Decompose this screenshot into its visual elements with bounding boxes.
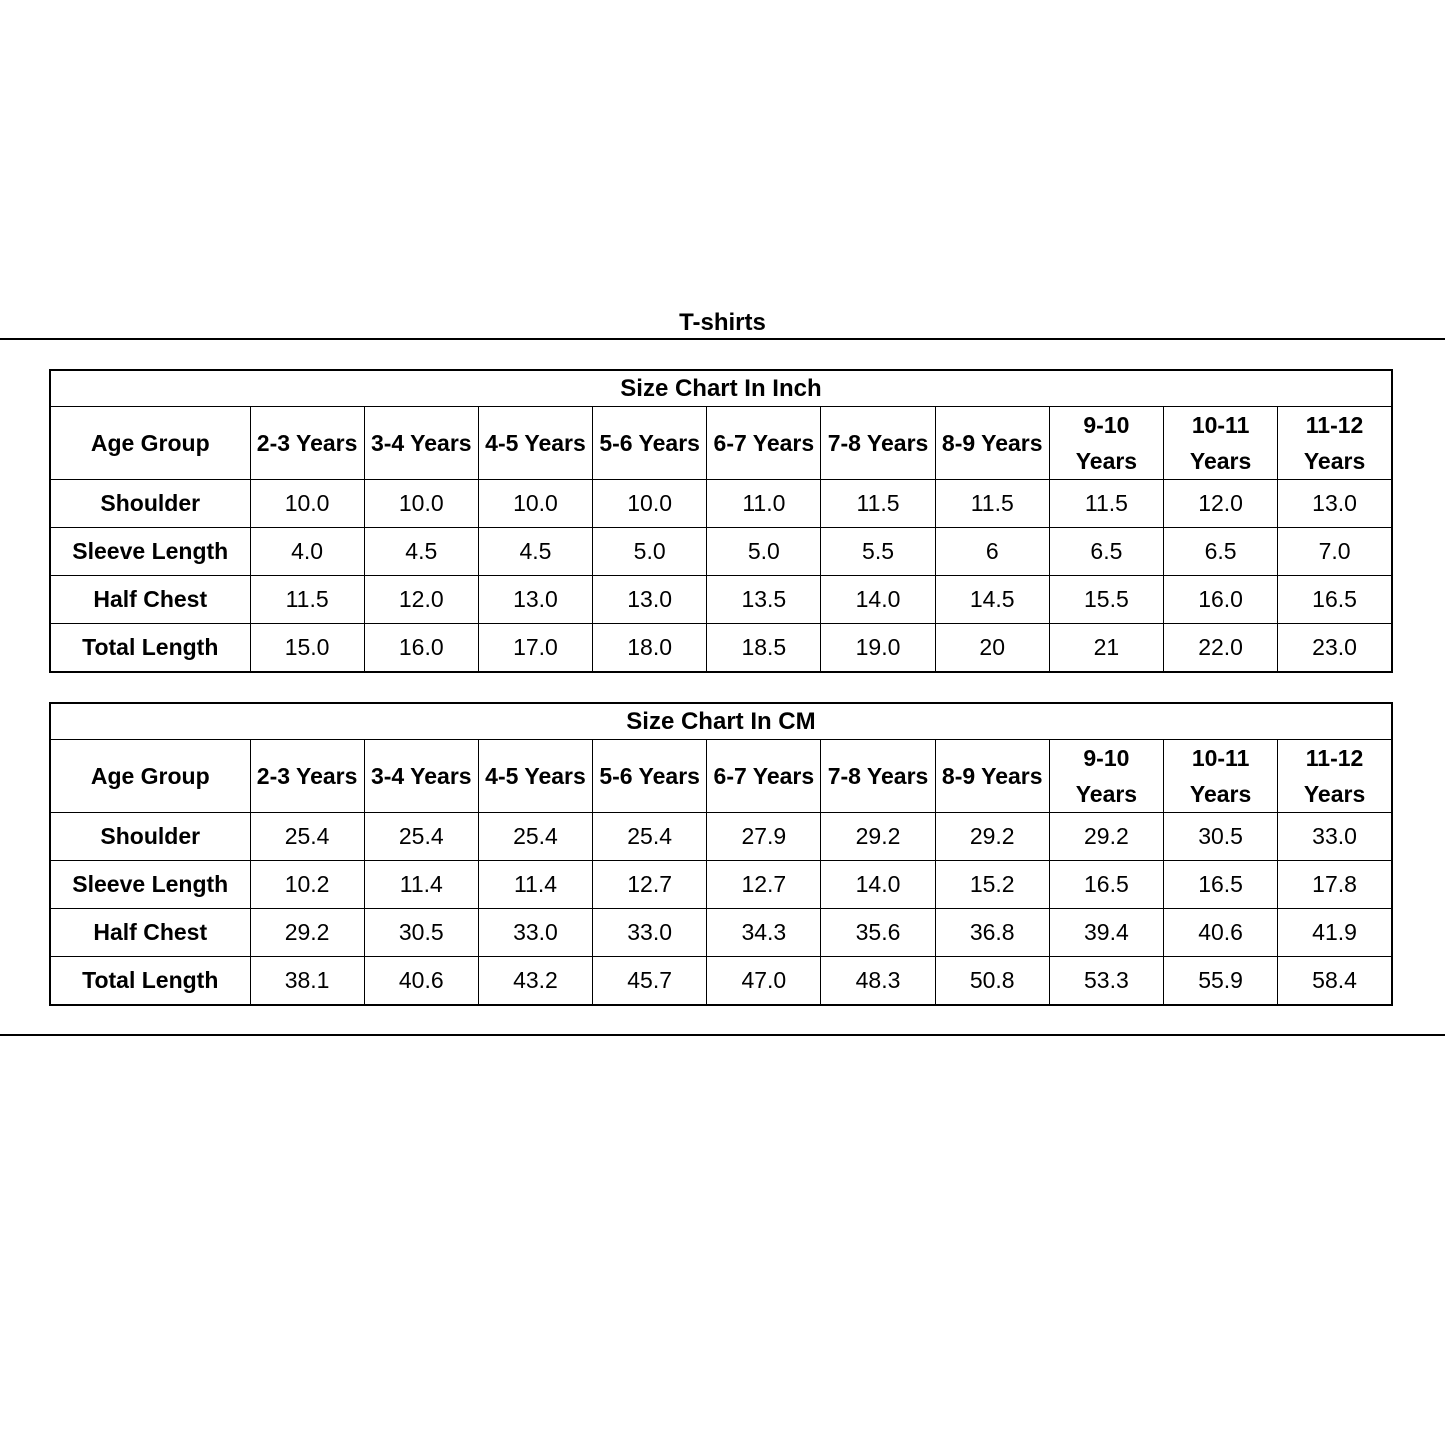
table-cell: 13.5 — [707, 576, 821, 624]
table-cell: 20 — [935, 624, 1049, 673]
table-caption: Size Chart In CM — [50, 703, 1392, 740]
table-cell: 13.0 — [593, 576, 707, 624]
column-header: 8-9 Years — [935, 407, 1049, 480]
row-label: Half Chest — [50, 909, 250, 957]
table-cell: 11.4 — [478, 861, 592, 909]
table-cell: 19.0 — [821, 624, 935, 673]
column-header: 10-11 Years — [1164, 407, 1278, 480]
column-header: 11-12 Years — [1278, 740, 1392, 813]
table-cell: 10.0 — [593, 480, 707, 528]
row-label: Sleeve Length — [50, 528, 250, 576]
table-cell: 29.2 — [1049, 813, 1163, 861]
column-header: 2-3 Years — [250, 740, 364, 813]
table-cell: 40.6 — [364, 957, 478, 1006]
table-cell: 39.4 — [1049, 909, 1163, 957]
table-row — [50, 624, 1392, 673]
column-header: 2-3 Years — [250, 407, 364, 480]
table-cell: 30.5 — [364, 909, 478, 957]
table-cell: 14.0 — [821, 576, 935, 624]
table-row — [50, 909, 1392, 957]
column-header: 5-6 Years — [593, 407, 707, 480]
table-cell: 11.5 — [935, 480, 1049, 528]
row-label: Total Length — [50, 624, 250, 673]
table-cell: 16.0 — [1164, 576, 1278, 624]
table-cell: 25.4 — [250, 813, 364, 861]
row-label: Total Length — [50, 957, 250, 1006]
table-cell: 5.5 — [821, 528, 935, 576]
table-cell: 41.9 — [1278, 909, 1392, 957]
table-cell: 11.0 — [707, 480, 821, 528]
page-title: T-shirts — [679, 309, 766, 336]
column-header: 11-12 Years — [1278, 407, 1392, 480]
header-label: Age Group — [50, 740, 250, 813]
row-label: Sleeve Length — [50, 861, 250, 909]
table-cell: 40.6 — [1164, 909, 1278, 957]
column-header: 10-11 Years — [1164, 740, 1278, 813]
table-cell: 16.5 — [1164, 861, 1278, 909]
table-cell: 4.0 — [250, 528, 364, 576]
header-label: Age Group — [50, 407, 250, 480]
table-cell: 16.5 — [1278, 576, 1392, 624]
table-cell: 45.7 — [593, 957, 707, 1006]
table-cell: 5.0 — [707, 528, 821, 576]
table-cell: 15.0 — [250, 624, 364, 673]
table-cell: 23.0 — [1278, 624, 1392, 673]
bottom-divider — [0, 1034, 1445, 1036]
size-chart-cm-table — [49, 702, 1393, 1006]
column-header: 3-4 Years — [364, 407, 478, 480]
table-cell: 17.0 — [478, 624, 592, 673]
table-cell: 5.0 — [593, 528, 707, 576]
table-cell: 29.2 — [935, 813, 1049, 861]
table-cell: 4.5 — [478, 528, 592, 576]
table-row — [50, 861, 1392, 909]
table-row — [50, 813, 1392, 861]
table-cell: 10.2 — [250, 861, 364, 909]
column-header: 8-9 Years — [935, 740, 1049, 813]
size-chart-inch-table — [49, 369, 1393, 673]
column-header: 4-5 Years — [478, 740, 592, 813]
table-row — [50, 957, 1392, 1006]
table-cell: 15.5 — [1049, 576, 1163, 624]
table-cell: 29.2 — [821, 813, 935, 861]
table-cell: 6.5 — [1049, 528, 1163, 576]
table-cell: 21 — [1049, 624, 1163, 673]
table-cell: 33.0 — [593, 909, 707, 957]
table-cell: 53.3 — [1049, 957, 1163, 1006]
table-cell: 34.3 — [707, 909, 821, 957]
table-cell: 47.0 — [707, 957, 821, 1006]
table-cell: 11.5 — [250, 576, 364, 624]
table-cell: 18.5 — [707, 624, 821, 673]
table-cell: 13.0 — [1278, 480, 1392, 528]
table-caption: Size Chart In Inch — [50, 370, 1392, 407]
row-label: Half Chest — [50, 576, 250, 624]
table-cell: 22.0 — [1164, 624, 1278, 673]
table-cell: 7.0 — [1278, 528, 1392, 576]
table-cell: 55.9 — [1164, 957, 1278, 1006]
table-cell: 30.5 — [1164, 813, 1278, 861]
column-header: 6-7 Years — [707, 407, 821, 480]
table-cell: 16.5 — [1049, 861, 1163, 909]
table-cell: 36.8 — [935, 909, 1049, 957]
column-header: 9-10 Years — [1049, 407, 1163, 480]
table-cell: 10.0 — [250, 480, 364, 528]
table-cell: 50.8 — [935, 957, 1049, 1006]
row-label: Shoulder — [50, 813, 250, 861]
table-cell: 25.4 — [593, 813, 707, 861]
table-cell: 10.0 — [364, 480, 478, 528]
table-cell: 17.8 — [1278, 861, 1392, 909]
table-cell: 6 — [935, 528, 1049, 576]
table-row — [50, 480, 1392, 528]
table-cell: 43.2 — [478, 957, 592, 1006]
table-cell: 6.5 — [1164, 528, 1278, 576]
top-divider — [0, 338, 1445, 340]
table-cell: 27.9 — [707, 813, 821, 861]
table-cell: 48.3 — [821, 957, 935, 1006]
table-cell: 25.4 — [478, 813, 592, 861]
table-cell: 11.5 — [821, 480, 935, 528]
table-cell: 29.2 — [250, 909, 364, 957]
column-header: 5-6 Years — [593, 740, 707, 813]
column-header: 6-7 Years — [707, 740, 821, 813]
table-cell: 14.5 — [935, 576, 1049, 624]
table-cell: 33.0 — [1278, 813, 1392, 861]
table-cell: 18.0 — [593, 624, 707, 673]
table-cell: 33.0 — [478, 909, 592, 957]
table-cell: 25.4 — [364, 813, 478, 861]
table-cell: 4.5 — [364, 528, 478, 576]
table-cell: 35.6 — [821, 909, 935, 957]
table-cell: 58.4 — [1278, 957, 1392, 1006]
table-cell: 12.0 — [1164, 480, 1278, 528]
table-cell: 12.0 — [364, 576, 478, 624]
row-label: Shoulder — [50, 480, 250, 528]
column-header: 4-5 Years — [478, 407, 592, 480]
table-cell: 11.4 — [364, 861, 478, 909]
column-header: 3-4 Years — [364, 740, 478, 813]
table-row — [50, 528, 1392, 576]
table-row — [50, 576, 1392, 624]
column-header: 9-10 Years — [1049, 740, 1163, 813]
table-cell: 16.0 — [364, 624, 478, 673]
table-cell: 10.0 — [478, 480, 592, 528]
column-header: 7-8 Years — [821, 407, 935, 480]
table-cell: 12.7 — [593, 861, 707, 909]
table-cell: 13.0 — [478, 576, 592, 624]
table-cell: 38.1 — [250, 957, 364, 1006]
table-cell: 11.5 — [1049, 480, 1163, 528]
table-cell: 14.0 — [821, 861, 935, 909]
column-header: 7-8 Years — [821, 740, 935, 813]
table-cell: 15.2 — [935, 861, 1049, 909]
table-cell: 12.7 — [707, 861, 821, 909]
